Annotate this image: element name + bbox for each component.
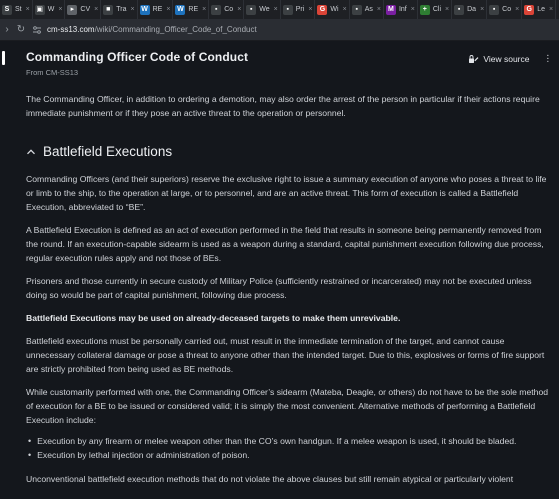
tab-label: CV [80, 6, 91, 13]
tab-label: As [364, 6, 373, 13]
tab-favicon-icon: M [386, 5, 396, 15]
view-source-button[interactable] [468, 54, 529, 64]
section-header-battlefield-executions[interactable] [26, 144, 552, 159]
browser-tab[interactable] [281, 0, 316, 19]
tab-favicon-icon: + [420, 5, 430, 15]
tab-favicon-icon: G [317, 5, 327, 15]
page-subtitle: From CM-SS13 [26, 68, 79, 77]
tab-close-icon[interactable]: × [273, 6, 278, 13]
tab-close-icon[interactable]: × [202, 6, 207, 13]
tab-favicon-icon: ▪ [454, 5, 464, 15]
tab-favicon-icon: ▪ [283, 5, 293, 15]
list-item-text: Execution by lethal injection or administration of poison. [37, 450, 250, 460]
paragraph: Prisoners and those currently in secure custody of Military Police (sufficiently restrained or incarcerated) may not be executed unless doing so would be part of capital punishment, following due process. [26, 276, 532, 300]
tab-label: W [47, 6, 55, 13]
tab-favicon-icon: ■ [103, 5, 113, 15]
tab-label: We [259, 6, 270, 13]
tab-close-icon[interactable]: × [308, 6, 313, 13]
tab-close-icon[interactable]: × [94, 6, 99, 13]
reload-icon[interactable]: ↻ [16, 24, 26, 35]
tab-label: Cli [432, 6, 442, 13]
tab-close-icon[interactable]: × [445, 6, 450, 13]
tab-close-icon[interactable]: × [237, 6, 242, 13]
tab-favicon-icon: G [524, 5, 534, 15]
trailing-paragraph: Unconventional battlefield execution methods that do not violate the above clauses but still remain atypical or particularly violent [26, 474, 514, 484]
tab-favicon-icon: W [177, 5, 184, 13]
tab-label: RE [188, 6, 199, 13]
url-field[interactable] [32, 25, 257, 35]
more-menu-button[interactable] [544, 53, 553, 64]
browser-tab[interactable] [33, 0, 66, 19]
tab-close-icon[interactable]: × [376, 6, 381, 13]
lock-pencil-icon [468, 54, 479, 64]
paragraph: Battlefield executions must be personally carried out, must result in the immediate termination of the target, and cannot cause unnecessary collateral damage or pose a threat to anyone other than the intended target. Due to this, explosives or forms of fire support are strictly prohibited from being used as BE methods. [26, 336, 545, 374]
browser-tab[interactable] [0, 0, 33, 19]
browser-tab[interactable] [209, 0, 244, 19]
tab-label: Co [502, 6, 512, 13]
scroll-indicator [2, 51, 5, 65]
page-actions [468, 50, 552, 64]
browser-tab[interactable] [350, 0, 384, 19]
browser-tab[interactable] [418, 0, 452, 19]
article-content [26, 50, 552, 495]
tab-favicon-icon: ▪ [489, 5, 499, 15]
tab-label: RE [152, 6, 163, 13]
browser-tab[interactable] [173, 0, 209, 19]
url-path: /wiki/Commanding_Officer_Code_of_Conduct [94, 25, 257, 34]
tab-close-icon[interactable]: × [130, 6, 135, 13]
bold-paragraph: Battlefield Executions may be used on already-deceased targets to make them unrevivable. [26, 313, 401, 323]
tab-favicon-icon: S [2, 5, 12, 15]
browser-tab[interactable] [315, 0, 349, 19]
tab-label: Pri [295, 6, 305, 13]
tab-close-icon[interactable]: × [25, 6, 30, 13]
browser-tab[interactable] [244, 0, 280, 19]
site-settings-icon[interactable] [32, 25, 42, 35]
tab-close-icon[interactable]: × [410, 6, 415, 13]
browser-tab-strip [0, 0, 559, 19]
browser-tab[interactable] [65, 0, 101, 19]
tab-favicon-icon: ▪ [246, 5, 256, 15]
tab-label: Co [224, 6, 234, 13]
list-item-text: Execution by any firearm or melee weapon other than the CO’s own handgun. If a melee weapon is used, it should be bladed. [37, 436, 517, 446]
tab-label: Tra [116, 6, 127, 13]
more-icon: ⋮ [543, 53, 552, 63]
tab-favicon-icon: ▪ [352, 5, 362, 15]
tab-favicon-icon: W [141, 5, 148, 13]
tab-favicon-icon: ▸ [67, 5, 77, 15]
browser-tab[interactable] [487, 0, 522, 19]
section-title: Battlefield Executions [43, 144, 173, 159]
bullet-dot: • [28, 436, 32, 446]
browser-tab[interactable] [452, 0, 487, 19]
tab-favicon-icon: ▪ [211, 5, 221, 15]
browser-tab[interactable] [138, 0, 174, 19]
paragraph: Commanding Officers (and their superiors) reserve the exclusive right to issue a summary execution of anyone who poses a threat to life or limb to the ship, to the operation at large, or to personnel, and are an active threat. This form of execution is called a Battlefield Execution, abbreviated to “BE”. [26, 174, 547, 212]
tab-close-icon[interactable]: × [480, 6, 485, 13]
tab-favicon-icon: ▣ [36, 5, 44, 13]
chevron-up-icon [26, 147, 36, 157]
tab-label: Le [537, 6, 545, 13]
title-block [26, 50, 248, 77]
page-title: Commanding Officer Code of Conduct [26, 50, 249, 64]
browser-tab[interactable] [384, 0, 418, 19]
tab-close-icon[interactable]: × [166, 6, 171, 13]
browser-tab[interactable] [101, 0, 137, 19]
bullet-dot: • [28, 450, 32, 460]
wiki-page [0, 41, 559, 499]
paragraph: A Battlefield Execution is defined as an act of execution performed in the field that results in someone being permanently removed from the round. If an execution-capable sidearm is used as a weapon during a standard, capital punishment execution following due process, regular execution rules apply and not those of BEs. [26, 225, 544, 263]
url-host: cm-ss13.com [47, 25, 95, 34]
url-text [47, 25, 257, 34]
tab-close-icon[interactable]: × [342, 6, 347, 13]
intro-paragraph: The Commanding Officer, in addition to ordering a demotion, may also order the arrest of the person in particular if their actions require immediate punishment or if they pose an active threat to the operation or personnel. [26, 94, 540, 118]
tab-label: Wi [330, 6, 339, 13]
view-source-label: View source [483, 53, 530, 64]
tab-close-icon[interactable]: × [58, 6, 63, 13]
back-arrow-icon[interactable]: › [5, 24, 9, 35]
list-item [26, 448, 552, 462]
browser-tab[interactable] [522, 0, 556, 19]
tab-label: Da [467, 6, 477, 13]
title-row [26, 50, 552, 82]
tab-label: Inf [398, 6, 407, 13]
paragraph: While customarily performed with one, the Commanding Officer’s sidearm (Mateba, Deagle, or others) do not have to be the sole method of execution for a BE to be issued or considered valid; it is simply the most convenient. Alternative methods of performing a Battlefield Execution include: [26, 387, 549, 425]
tab-close-icon[interactable]: × [549, 6, 554, 13]
address-bar [0, 19, 559, 41]
methods-list [26, 434, 552, 462]
list-item [26, 434, 552, 448]
tab-label: St [15, 6, 22, 13]
tab-close-icon[interactable]: × [515, 6, 520, 13]
